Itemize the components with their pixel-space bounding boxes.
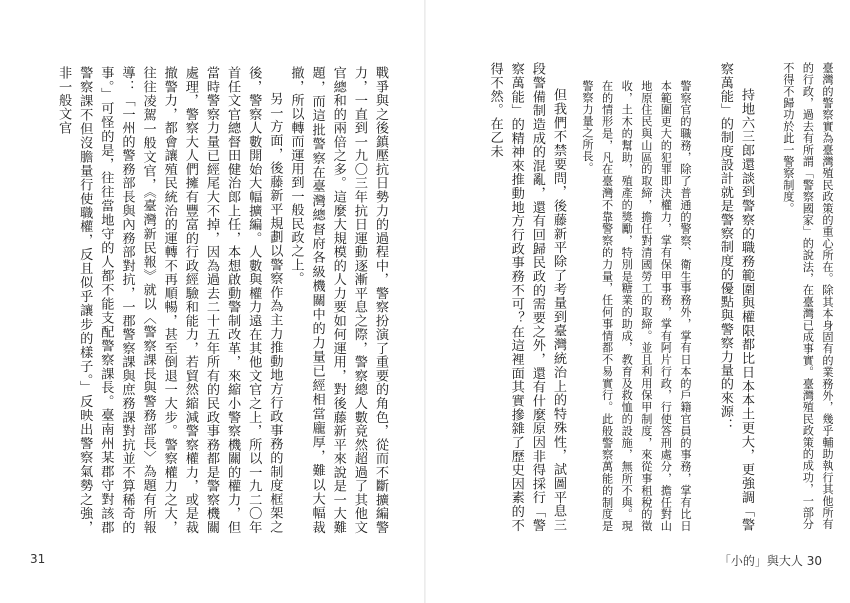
right-paragraph-2 bbox=[471, 62, 569, 532]
right-running-footer: 「小的」與大人 30 bbox=[718, 554, 822, 568]
right-page bbox=[425, 0, 850, 603]
left-page-number: 31 bbox=[30, 552, 46, 566]
right-paragraph-1-text: 持地六三郎還談到警察的職務範圍與權限都比日本本土更大，更強調「警察萬能」的制度設計就是警察制度的優點與警察力量的來源： bbox=[717, 62, 754, 532]
quote-1-text: 臺灣的警察實為臺灣殖民政策的重心所在。除其本身固有的業務外，幾乎輔助執行其他所有的行政，過去有所謂「警察國家」的說法，在臺灣已成事實。臺灣殖民政策的成功，一部分不得不歸功於此一警察制度。 bbox=[781, 62, 834, 530]
left-paragraph-1: 戰爭與之後鎮壓抗日勢力的過程中，警察扮演了重要的角色，從而不斷擴編警力，一直到一九〇三年抗日運動逐漸平息之際，警察總人數竟然超過了其他文官總和的兩倍之多。這麼大規模的人力要如何運用，對後藤新平來說是一大難題，而這批警察在臺灣總督府各級機關中的力量已經相當龐厚，難以大幅裁撤，所以轉而運用到一般民政之上。 bbox=[288, 66, 388, 534]
left-paragraph-2: 另一方面，後藤新平規劃以警察作為主力推動地方行政事務的制度框架之後，警察人數開始大幅擴編。人數與權力遠在其他文官之上，所以一九二〇年首任文官總督田健治郎上任，本想啟動警制改革，來縮小警察機關的權力，但當時警察力量已經尾大不掉，因為過去二十五年所有的民政事務都是警察機關處理，警察大人們擁有豐富的行政經驗和能力，若貿然縮減警察權力，或是裁撤警力，都會讓殖民統治的運轉不再順暢，甚至倒退一大步。警察權力之大，往往凌駕一般文官，《臺灣新民報》就以〈警察課長與警務部長〉為題有所報導：「一州的警務部長與內務部對抗，一郡警察課與庶務課對抗並不算稀奇的事。」可怪的是，往往當地守的人都不能支配警察課長。臺南州某郡守對該郡警察課不但沒膽量行使職權，反且似乎讓步的樣子。」反映出警察氣勢之強，非一般文官 bbox=[56, 66, 283, 534]
quote-2-text: 警察官的職務，除了普通的警察、衛生事務外，掌有日本的戶籍官員的事務，掌有比日本範圍更大的犯罪即決權力，掌有保甲事務，掌有阿片行政，行使答刑處分，擔任對山地原住民與山區的取締，擔任對清國勞工的取締。並且利用保甲制度，來從事租稅的徵收，土木的幫助，殖產的獎勵，特別是糖業的助成，教育及救恤的設施，無所不與。現在的情形是，凡在臺灣不靠警察的力量，任何事情都不易實行。此般警察萬能的制度是警察力量之所長。 bbox=[581, 80, 692, 532]
right-paragraph-2-text: 但我們不禁要問，後藤新平除了考量到臺灣統治上的特殊性，試圖平息三段警備制造成的混亂，還有回歸民政的需要之外，還有什麼原因非得採行「警察萬能」的精神來推動地方行政事務不可？在這裡面其實摻雜了歷史因素的不得不然。在乙未 bbox=[487, 62, 566, 532]
left-page-body bbox=[58, 66, 391, 534]
right-paragraph-1 bbox=[699, 62, 757, 532]
block-quote-1 bbox=[762, 62, 837, 530]
block-quote-2 bbox=[573, 80, 695, 532]
